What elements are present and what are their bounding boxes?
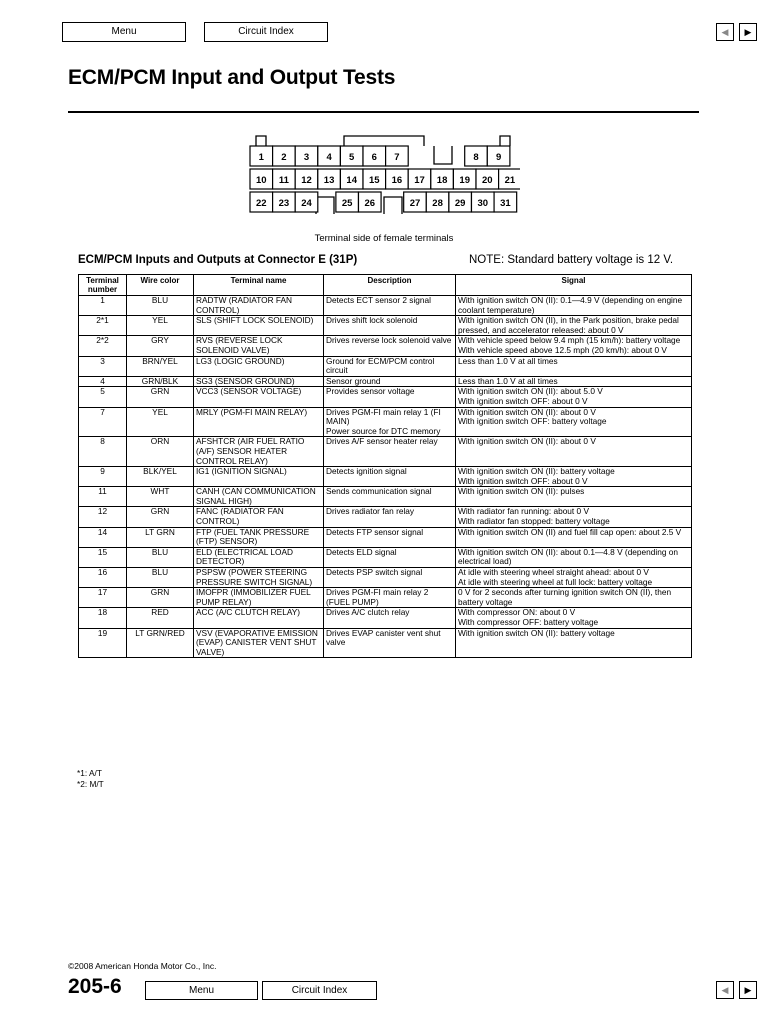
triangle-right-icon: ▶ bbox=[744, 27, 752, 37]
terminal-pin bbox=[453, 169, 476, 189]
description-cell: Drives radiator fan relay bbox=[324, 507, 456, 527]
signal-cell: 0 V for 2 seconds after turning ignition switch ON (II), then battery voltage bbox=[456, 588, 692, 608]
table-row bbox=[79, 376, 692, 387]
section-heading: ECM/PCM Inputs and Outputs at Connector E (31P) bbox=[78, 254, 358, 266]
table-row bbox=[79, 296, 692, 316]
table-row bbox=[79, 336, 692, 356]
terminal-pin bbox=[295, 192, 318, 212]
terminal-name-cell: IMOFPR (IMMOBILIZER FUEL PUMP RELAY) bbox=[194, 588, 324, 608]
terminal-table bbox=[78, 274, 692, 658]
table-row bbox=[79, 316, 692, 336]
signal-cell: Less than 1.0 V at all times bbox=[456, 376, 692, 387]
terminal-pin bbox=[295, 146, 318, 166]
terminal-name-cell: LG3 (LOGIC GROUND) bbox=[194, 356, 324, 376]
table-header-row bbox=[79, 275, 692, 296]
terminal-pin-label: 24 bbox=[301, 198, 312, 209]
terminal-number-cell: 5 bbox=[79, 387, 127, 407]
description-cell: Drives A/F sensor heater relay bbox=[324, 437, 456, 467]
table-row bbox=[79, 487, 692, 507]
signal-cell: With ignition switch ON (II): pulses bbox=[456, 487, 692, 507]
terminal-pin-label: 16 bbox=[391, 175, 403, 186]
wire-color-cell: BLK/YEL bbox=[127, 467, 194, 487]
terminal-name-cell: RADTW (RADIATOR FAN CONTROL) bbox=[194, 296, 324, 316]
terminal-pin-label: 18 bbox=[436, 175, 448, 186]
wire-color-cell: BRN/YEL bbox=[127, 356, 194, 376]
wire-color-cell: YEL bbox=[127, 316, 194, 336]
footnote: *1: A/T bbox=[77, 768, 102, 778]
terminal-pin-label: 27 bbox=[409, 198, 421, 209]
wire-color-cell: GRN bbox=[127, 588, 194, 608]
connector-caption: Terminal side of female terminals bbox=[314, 233, 454, 244]
description-cell: Sends communication signal bbox=[324, 487, 456, 507]
terminal-pin bbox=[494, 192, 517, 212]
wire-color-cell: BLU bbox=[127, 568, 194, 588]
header-signal: Signal bbox=[456, 275, 692, 296]
terminal-name-cell: IG1 (IGNITION SIGNAL) bbox=[194, 467, 324, 487]
terminal-pin bbox=[318, 146, 341, 166]
signal-cell: With ignition switch ON (II): battery voltage With ignition switch OFF: about 0 V bbox=[456, 467, 692, 487]
terminal-pin bbox=[431, 169, 454, 189]
terminal-pin bbox=[487, 146, 510, 166]
signal-cell: Less than 1.0 V at all times bbox=[456, 356, 692, 376]
terminal-number-cell: 18 bbox=[79, 608, 127, 628]
description-cell: Detects ECT sensor 2 signal bbox=[324, 296, 456, 316]
table-row bbox=[79, 507, 692, 527]
triangle-left-icon: ◀ bbox=[721, 27, 729, 37]
terminal-pin bbox=[404, 192, 427, 212]
terminal-name-cell: SG3 (SENSOR GROUND) bbox=[194, 376, 324, 387]
description-cell: Drives EVAP canister vent shut valve bbox=[324, 628, 456, 658]
terminal-pin bbox=[408, 169, 431, 189]
wire-color-cell: BLU bbox=[127, 547, 194, 567]
signal-cell: With radiator fan running: about 0 V With radiator fan stopped: battery voltage bbox=[456, 507, 692, 527]
terminal-pin bbox=[273, 192, 296, 212]
connector-diagram bbox=[248, 134, 520, 218]
terminal-number-cell: 11 bbox=[79, 487, 127, 507]
terminal-pin bbox=[426, 192, 449, 212]
terminal-number-cell: 7 bbox=[79, 407, 127, 437]
terminal-pin bbox=[499, 169, 520, 189]
terminal-pin-label: 4 bbox=[326, 152, 332, 163]
terminal-number-cell: 3 bbox=[79, 356, 127, 376]
description-cell: Drives PGM-FI main relay 2 (FUEL PUMP) bbox=[324, 588, 456, 608]
signal-cell: With ignition switch ON (II): about 0 V With ignition switch OFF: battery voltage bbox=[456, 407, 692, 437]
signal-cell: With ignition switch ON (II): about 5.0 V With ignition switch OFF: about 0 V bbox=[456, 387, 692, 407]
terminal-pin bbox=[363, 169, 386, 189]
next-page-button[interactable] bbox=[739, 23, 757, 41]
signal-cell: With ignition switch ON (II): battery voltage bbox=[456, 628, 692, 658]
terminal-name-cell: VSV (EVAPORATIVE EMISSION (EVAP) CANISTER VENT SHUT VALVE) bbox=[194, 628, 324, 658]
terminal-pin-label: 6 bbox=[371, 152, 377, 163]
terminal-pin bbox=[465, 146, 488, 166]
terminal-name-cell: ELD (ELECTRICAL LOAD DETECTOR) bbox=[194, 547, 324, 567]
circuit-index-button[interactable]: Circuit Index bbox=[204, 22, 328, 42]
terminal-pin-label: 30 bbox=[477, 198, 489, 209]
terminal-pin-label: 5 bbox=[349, 152, 355, 163]
terminal-number-cell: 16 bbox=[79, 568, 127, 588]
terminal-pin-label: 21 bbox=[504, 175, 516, 186]
description-cell: Ground for ECM/PCM control circuit bbox=[324, 356, 456, 376]
terminal-pin bbox=[340, 169, 363, 189]
battery-voltage-note: NOTE: Standard battery voltage is 12 V. bbox=[469, 254, 674, 266]
copyright-text: ©2008 American Honda Motor Co., Inc. bbox=[68, 961, 217, 971]
terminal-pin bbox=[336, 192, 359, 212]
terminal-number-cell: 9 bbox=[79, 467, 127, 487]
terminal-pin-label: 1 bbox=[258, 152, 264, 163]
table-row bbox=[79, 608, 692, 628]
terminal-name-cell: FTP (FUEL TANK PRESSURE (FTP) SENSOR) bbox=[194, 527, 324, 547]
terminal-number-cell: 17 bbox=[79, 588, 127, 608]
signal-cell: At idle with steering wheel straight ahead: about 0 V At idle with steering wheel at full lock: battery voltage bbox=[456, 568, 692, 588]
table-row bbox=[79, 568, 692, 588]
header-terminal-number: Terminal number bbox=[79, 275, 127, 296]
description-cell: Drives A/C clutch relay bbox=[324, 608, 456, 628]
wire-color-cell: WHT bbox=[127, 487, 194, 507]
wire-color-cell: LT GRN/RED bbox=[127, 628, 194, 658]
wire-color-cell: RED bbox=[127, 608, 194, 628]
description-cell: Detects PSP switch signal bbox=[324, 568, 456, 588]
title-divider bbox=[68, 111, 699, 113]
terminal-pin-label: 7 bbox=[394, 152, 400, 163]
table-row bbox=[79, 547, 692, 567]
terminal-name-cell: FANC (RADIATOR FAN CONTROL) bbox=[194, 507, 324, 527]
description-cell: Sensor ground bbox=[324, 376, 456, 387]
description-cell: Drives shift lock solenoid bbox=[324, 316, 456, 336]
terminal-pin bbox=[273, 146, 296, 166]
terminal-pin bbox=[318, 169, 341, 189]
terminal-pin bbox=[386, 169, 409, 189]
description-cell: Detects ELD signal bbox=[324, 547, 456, 567]
terminal-pin-label: 19 bbox=[459, 175, 470, 186]
footnote: *2: M/T bbox=[77, 779, 104, 789]
header-terminal-name: Terminal name bbox=[194, 275, 324, 296]
terminal-pin-label: 11 bbox=[278, 175, 289, 186]
wire-color-cell: GRN/BLK bbox=[127, 376, 194, 387]
terminal-pin-label: 22 bbox=[256, 198, 267, 209]
terminal-pin-label: 10 bbox=[256, 175, 267, 186]
terminal-pin bbox=[250, 192, 273, 212]
table-row bbox=[79, 387, 692, 407]
terminal-pin bbox=[340, 146, 363, 166]
signal-cell: With compressor ON: about 0 V With compressor OFF: battery voltage bbox=[456, 608, 692, 628]
terminal-pin-label: 26 bbox=[364, 198, 376, 209]
description-cell: Drives PGM-FI main relay 1 (FI MAIN) Power source for DTC memory bbox=[324, 407, 456, 437]
footer-circuit-index-button[interactable]: Circuit Index bbox=[262, 981, 377, 1000]
wire-color-cell: GRY bbox=[127, 336, 194, 356]
terminal-number-cell: 14 bbox=[79, 527, 127, 547]
terminal-number-cell: 12 bbox=[79, 507, 127, 527]
signal-cell: With ignition switch ON (II): about 0 V bbox=[456, 437, 692, 467]
footnotes bbox=[77, 768, 104, 790]
header-wire-color: Wire color bbox=[127, 275, 194, 296]
table-row bbox=[79, 527, 692, 547]
terminal-name-cell: PSPSW (POWER STEERING PRESSURE SWITCH SIGNAL) bbox=[194, 568, 324, 588]
terminal-pin-label: 28 bbox=[432, 198, 443, 209]
terminal-pin-label: 17 bbox=[414, 175, 425, 186]
wire-color-cell: YEL bbox=[127, 407, 194, 437]
description-cell: Drives reverse lock solenoid valve bbox=[324, 336, 456, 356]
table-row bbox=[79, 467, 692, 487]
terminal-pin-label: 8 bbox=[473, 152, 479, 163]
signal-cell: With ignition switch ON (II), in the Park position, brake pedal pressed, and accelerator released: about 0 V bbox=[456, 316, 692, 336]
page-title: ECM/PCM Input and Output Tests bbox=[68, 66, 396, 89]
terminal-pin-label: 12 bbox=[301, 175, 312, 186]
table-row bbox=[79, 588, 692, 608]
terminal-pin-label: 15 bbox=[369, 175, 380, 186]
terminal-name-cell: VCC3 (SENSOR VOLTAGE) bbox=[194, 387, 324, 407]
description-cell: Detects ignition signal bbox=[324, 467, 456, 487]
terminal-pin-label: 9 bbox=[495, 152, 502, 163]
table-row bbox=[79, 356, 692, 376]
terminal-pin-label: 3 bbox=[303, 152, 310, 163]
terminal-pin-label: 20 bbox=[482, 175, 493, 186]
terminal-pin bbox=[250, 146, 273, 166]
terminal-pin bbox=[363, 146, 386, 166]
terminal-pin bbox=[471, 192, 494, 212]
header-description: Description bbox=[324, 275, 456, 296]
table-row bbox=[79, 437, 692, 467]
terminal-pin bbox=[250, 169, 273, 189]
terminal-number-cell: 19 bbox=[79, 628, 127, 658]
terminal-pin-label: 25 bbox=[341, 198, 353, 209]
signal-cell: With ignition switch ON (II): 0.1—4.9 V (depending on engine coolant temperature) bbox=[456, 296, 692, 316]
terminal-pin-label: 14 bbox=[346, 175, 357, 186]
wire-color-cell: GRN bbox=[127, 507, 194, 527]
terminal-number-cell: 8 bbox=[79, 437, 127, 467]
description-cell: Detects FTP sensor signal bbox=[324, 527, 456, 547]
terminal-number-cell: 2*2 bbox=[79, 336, 127, 356]
terminal-pin bbox=[358, 192, 381, 212]
footer-prev-page-button[interactable] bbox=[716, 981, 734, 999]
triangle-left-icon: ◀ bbox=[721, 985, 729, 995]
terminal-name-cell: CANH (CAN COMMUNICATION SIGNAL HIGH) bbox=[194, 487, 324, 507]
signal-cell: With vehicle speed below 9.4 mph (15 km/h): battery voltage With vehicle speed above 12.5 mph (20 km/h): about 0 V bbox=[456, 336, 692, 356]
terminal-pin-label: 31 bbox=[500, 198, 511, 209]
terminal-name-cell: RVS (REVERSE LOCK SOLENOID VALVE) bbox=[194, 336, 324, 356]
terminal-number-cell: 4 bbox=[79, 376, 127, 387]
terminal-name-cell: AFSHTCR (AIR FUEL RATIO (A/F) SENSOR HEATER CONTROL RELAY) bbox=[194, 437, 324, 467]
terminal-number-cell: 1 bbox=[79, 296, 127, 316]
terminal-name-cell: SLS (SHIFT LOCK SOLENOID) bbox=[194, 316, 324, 336]
wire-color-cell: GRN bbox=[127, 387, 194, 407]
terminal-pin-label: 23 bbox=[278, 198, 290, 209]
description-cell: Provides sensor voltage bbox=[324, 387, 456, 407]
triangle-right-icon: ▶ bbox=[744, 985, 752, 995]
terminal-pin-label: 2 bbox=[281, 152, 287, 163]
terminal-pin bbox=[273, 169, 296, 189]
terminal-pin bbox=[295, 169, 318, 189]
terminal-pin-label: 29 bbox=[454, 198, 466, 209]
terminal-name-cell: MRLY (PGM-FI MAIN RELAY) bbox=[194, 407, 324, 437]
terminal-number-cell: 15 bbox=[79, 547, 127, 567]
footer-menu-button[interactable]: Menu bbox=[145, 981, 258, 1000]
signal-cell: With ignition switch ON (II): about 0.1—4.8 V (depending on electrical load) bbox=[456, 547, 692, 567]
menu-button[interactable]: Menu bbox=[62, 22, 186, 42]
page-number: 205-6 bbox=[68, 975, 122, 998]
footer-next-page-button[interactable] bbox=[739, 981, 757, 999]
prev-page-button[interactable] bbox=[716, 23, 734, 41]
terminal-pin bbox=[476, 169, 499, 189]
signal-cell: With ignition switch ON (II) and fuel fill cap open: about 2.5 V bbox=[456, 527, 692, 547]
terminal-pin bbox=[449, 192, 472, 212]
terminal-name-cell: ACC (A/C CLUTCH RELAY) bbox=[194, 608, 324, 628]
terminal-pin-label: 13 bbox=[323, 175, 335, 186]
table-row bbox=[79, 407, 692, 437]
wire-color-cell: BLU bbox=[127, 296, 194, 316]
wire-color-cell: ORN bbox=[127, 437, 194, 467]
terminal-pin bbox=[386, 146, 409, 166]
wire-color-cell: LT GRN bbox=[127, 527, 194, 547]
terminal-number-cell: 2*1 bbox=[79, 316, 127, 336]
table-row bbox=[79, 628, 692, 658]
